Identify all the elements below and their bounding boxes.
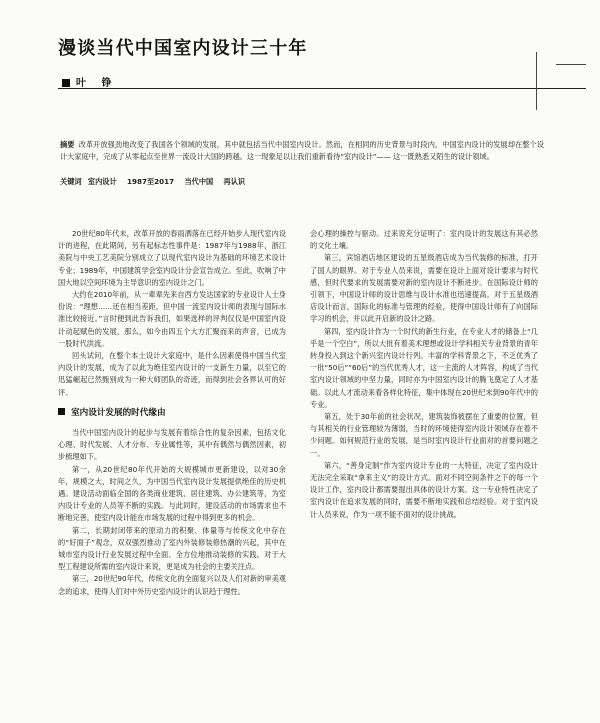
keyword: 再认识 xyxy=(223,177,246,186)
author-name: 叶 铮 xyxy=(76,78,118,89)
body-paragraph: 会心理的操控与驱动。过来说充分证明了：室内设计的发展这有其必然的文化土壤。 xyxy=(310,229,538,251)
author-bullet-icon xyxy=(62,79,70,87)
body-paragraph: 大约在2010年前，从一辈辈先来自西方发达国家的专业设计人士身份说：“理想……还在相当差距，但中国一流室内设计师的表现与国际水准比较接近。”言时便到此告诉我们，如果选样的评判仅仅是中国室内设计动起赋色的发展，那么，如今由四五个大方汇聚而来的声音，已成为一股时代洪流。 xyxy=(58,290,286,348)
body-paragraph: 第六，“善身定制”作为室内设计专业的一大特征，决定了室内设计无法完全采取“拿来主义”的设计方式。面对不同空间条件之下的每一个设计工作，室内设计都需要提出具体的设计方案。这一专业特性决定了室内设计在追求发展的同时，需要不断地实践和总结经验。对于室内设计人员来说，作为一项不能不面对的设计挑战。 xyxy=(310,460,538,519)
keywords-label: 关键词 xyxy=(60,177,82,186)
body-paragraph: 第三，20世纪90年代，传统文化的全面复兴以及人们对新的审美观念的追求，使得人们对中外历史室内设计的认识趋于理性。 xyxy=(58,574,286,596)
body-paragraph: 第三，宾馆酒店地区建设的五星级酒店成为当代装修的标准，打开了国人的眼界。对于专业人员来说，需要在设计上面对设计要求与时代感，但时代要求的发展需要对新的室内设计不断进步。在国际设计师的引领下，中国设计师的设计思维与设计水准也迅速提高。对于五星级酒店设计而言，国际化的标准与管理的经验，使得中国设计师有了向国际学习的机会，并以此开启新的设计之路。 xyxy=(310,253,538,324)
section-heading-text: 室内设计发展的时代缘由 xyxy=(71,407,166,418)
section-bullet-icon xyxy=(58,408,65,415)
header-rule xyxy=(58,88,586,89)
body-paragraph: 第二，长期封闭带来的原动力的积聚、体量等与传统文化中存在的“好面子”观念，双双强烈推动了室内外装修装修热潮的兴起，其中在城市室内设计行业发展过程中全面、全方位地推动装修的实践。对于大型工程建设所需的室内设计来说，更是成为社会的主要关注点。 xyxy=(58,525,286,572)
body-paragraph: 第一，从20世纪80年代开始的大规模城市更新建设，以对30余年，规模之大，时间之久，为中国当代室内设计发展提供绝佳的历史机遇。建设活动面临全国的各类商业建筑、居住建筑、办公建筑等，为室内设计专业的人员等不断的实践。与此同时，建设活动的市场需求也不断地完善，使室内设计能在市场发展的过程中得到更多的机会。 xyxy=(58,464,286,523)
keyword: 当代中国 xyxy=(184,177,214,186)
keywords xyxy=(60,176,544,188)
abstract xyxy=(60,139,544,163)
header-rule-vertical xyxy=(536,52,537,110)
header-rule-end xyxy=(556,64,586,65)
body-paragraph: 回头试问，在整个本土设计大家庭中，是什么因素使得中国当代室内设计的发展，成为了以此为绝佳室内设计的一支新生力量，以至它的迅猛崛起已然甄别成为一种大师团队的奇迹，而得到社会各界认可的好评。 xyxy=(58,351,286,397)
body-paragraph: 第五，处于30年前的社会状况，建筑装饰被摆在了重要的位置，但与其相关的行业管理较为薄弱，当时的环境使得室内设计领域存在着不少问题。如何规范行业的发展，是当时室内设计行业面对的首要问题之一。 xyxy=(310,412,538,458)
keyword: 1987至2017 xyxy=(126,177,175,186)
body-paragraph: 20世纪80年代末，改革开放的春雨洒落在已经开始步入现代室内设计的进程，在此期间，另有起标志性事件是：1987年与1988年，浙江美院与中央工艺美院分别成立了以现代室内设计为基础的环境艺术设计专业；1989年，中国建筑学会室内设计分会宣告成立。至此，吹响了中国大地以空间环境为主导意识的室内设计之门。 xyxy=(58,229,286,287)
body-paragraph: 第四，室内设计作为一个时代的新生行业，在专业人才的储备上“几乎是一个空白”，所以大批有着美术理想或设计学科相关专业背景的青年转身投入到这个新兴室内设计行列。丰富的学科背景之下，不乏优秀了一批“50后”“60后”的当代优秀人才，这一主流的人才阵容，构成了当代室内设计领域的中坚力量，同时亦为中国室内设计的腾飞奠定了人才基础。以此人才流动来看各样化特征，集中体现在20世纪末到90年代中的专业。 xyxy=(310,326,538,409)
body-paragraph: 当代中国室内设计的起步与发展有着综合性的复杂因素，包括文化心理、时代发展、人才分布、专业属性等，其中有偶然与偶然因素，初步梳理如下。 xyxy=(58,428,286,462)
article-title: 漫谈当代中国室内设计三十年 xyxy=(58,38,308,59)
abstract-label: 摘要 xyxy=(60,140,75,149)
body-column-left xyxy=(58,228,286,598)
body-column-right xyxy=(310,228,538,521)
abstract-text: 改革开放强劲地改变了我国各个领域的发展，其中就包括当代中国室内设计。然而，在相同的历史背景与时段内，中国室内设计的发展却在整个设计大家庭中，完成了从零起点至世界一流设计大国的跨越。这一现象足以让我们重新看待“室内设计”—— 这一既熟悉又陌生的设计领域。 xyxy=(60,140,544,161)
author-line xyxy=(62,74,117,89)
section-heading xyxy=(58,407,286,419)
keyword: 室内设计 xyxy=(87,177,117,186)
